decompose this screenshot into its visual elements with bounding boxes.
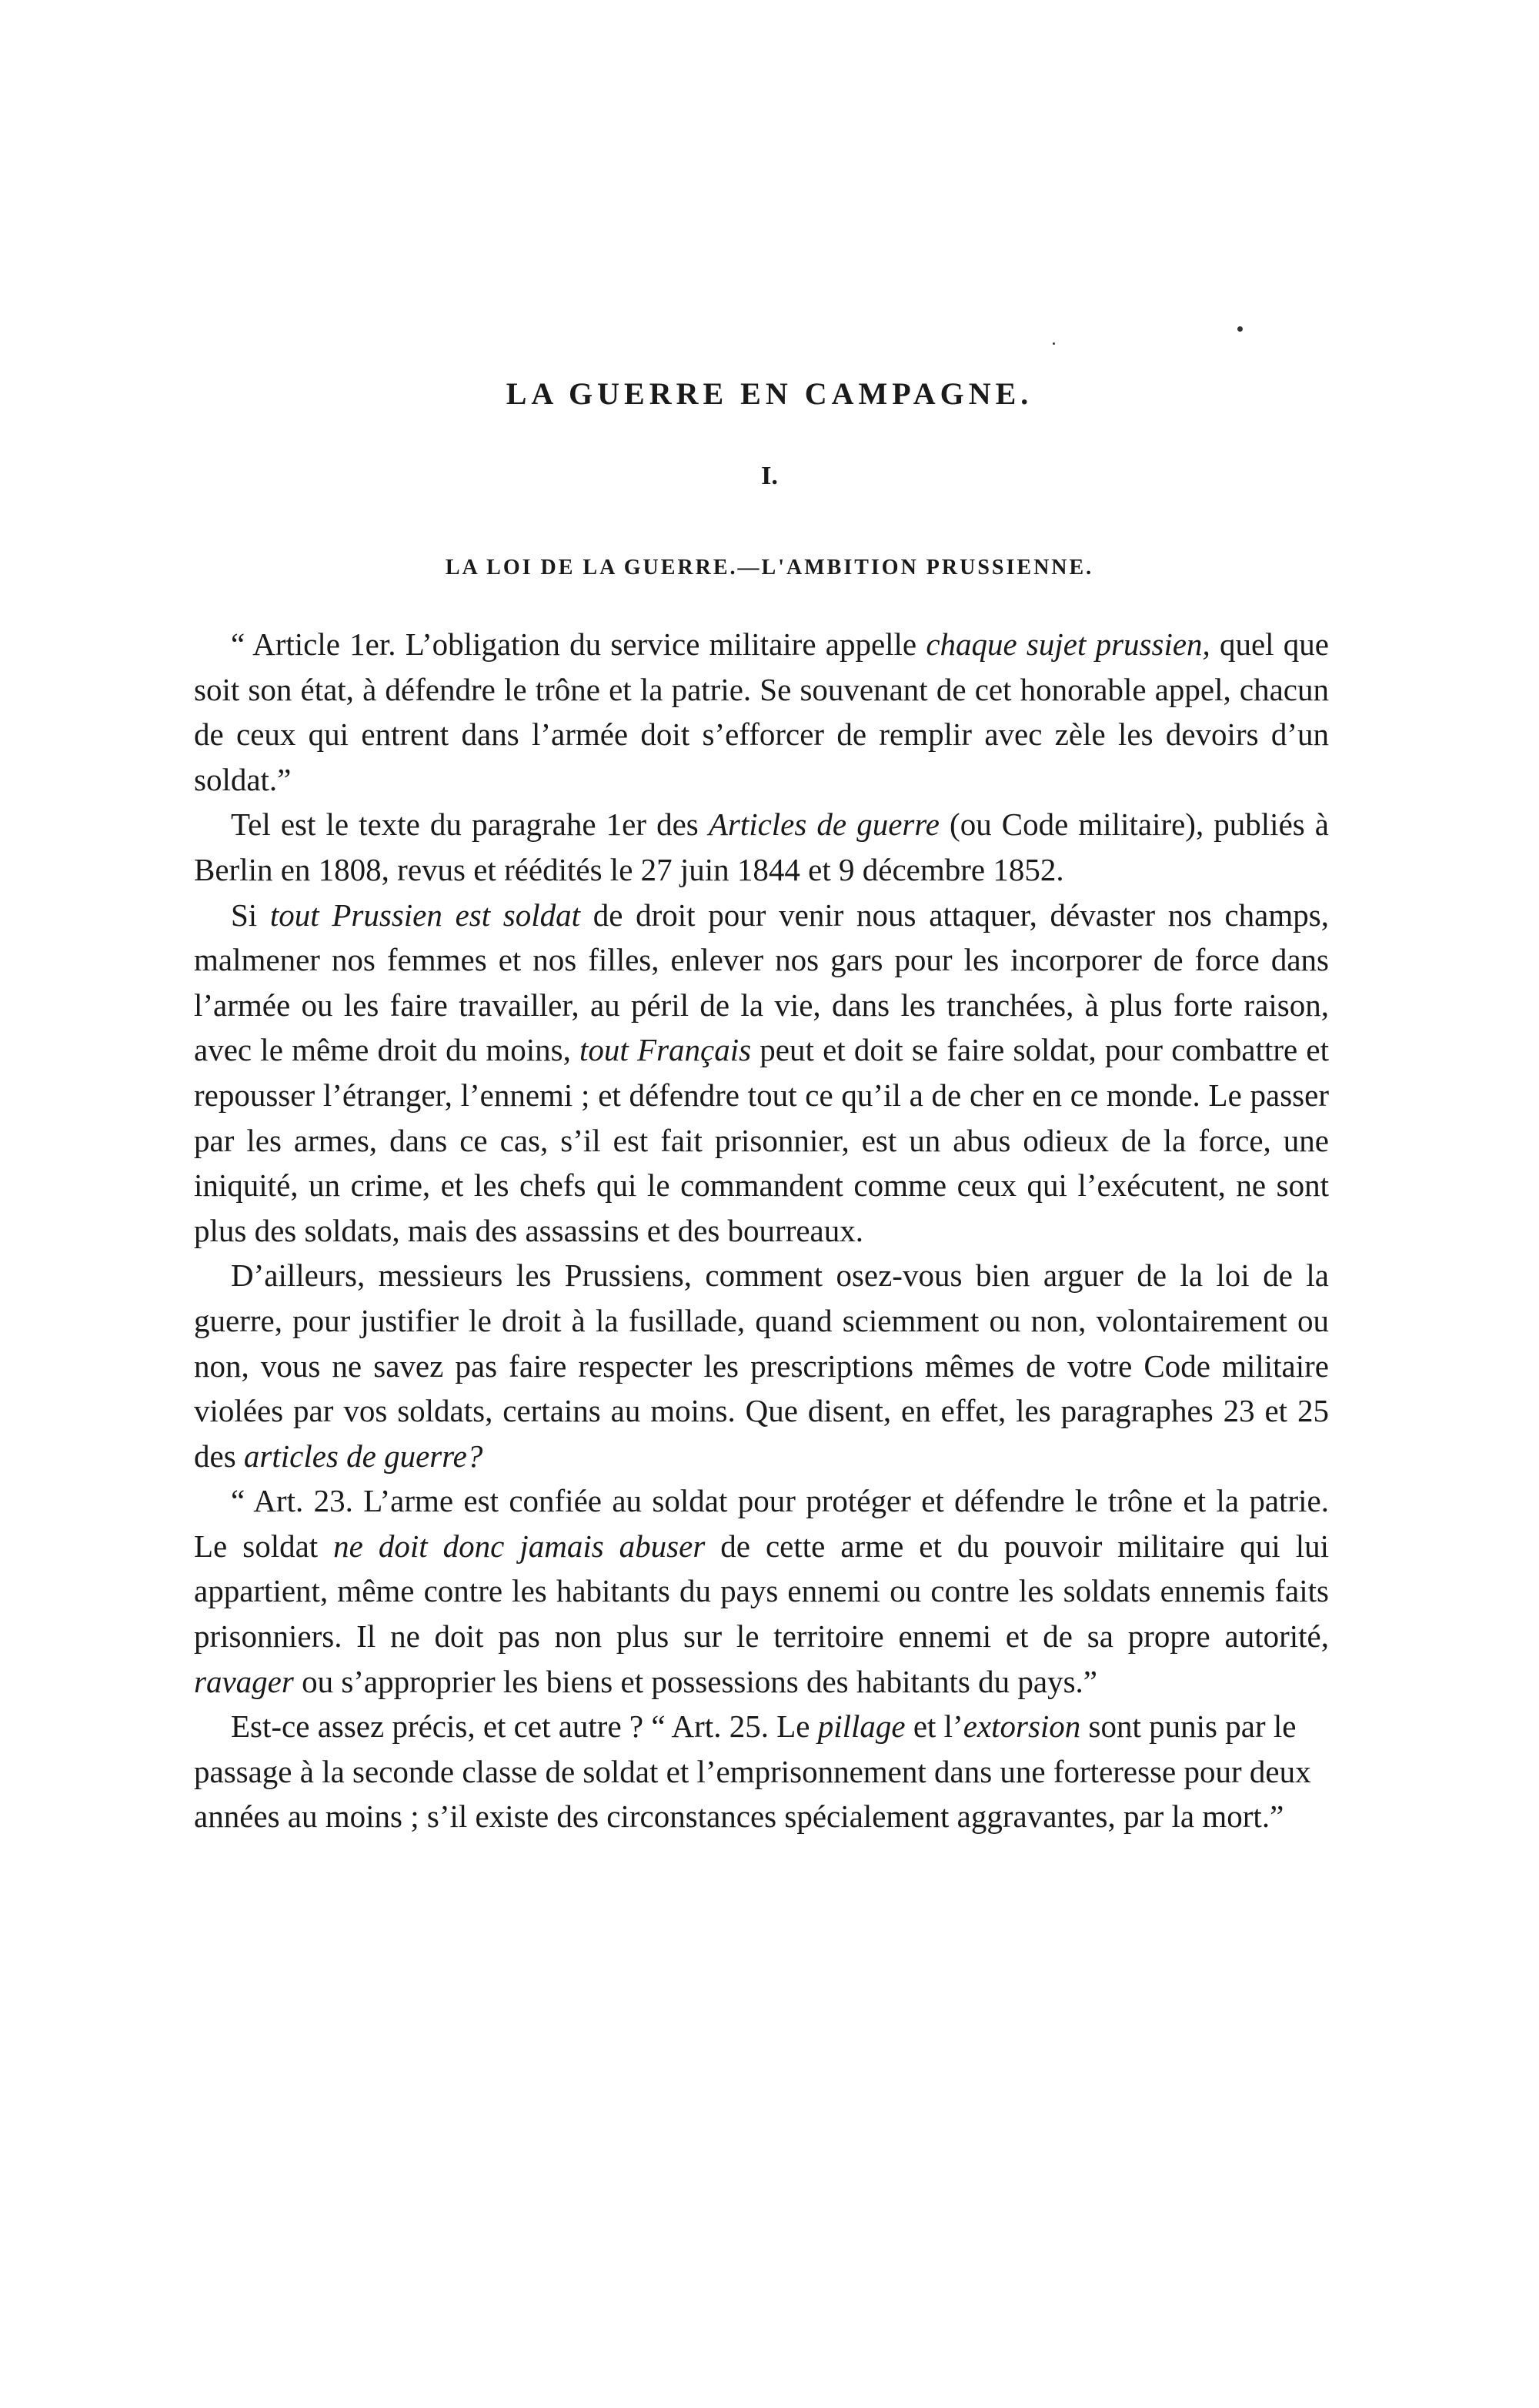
text-run: “ Art. 23. L’arme est confiée au soldat pour protéger et défendre le trône et la patrie. Le soldat: [194, 1483, 1329, 1564]
text-run: Si: [231, 897, 270, 933]
chapter-number: I.: [761, 462, 778, 490]
text-run: Est-ce assez précis, et cet autre ? “ Art. 25. Le: [231, 1708, 818, 1745]
italic-text: extorsion: [963, 1708, 1081, 1745]
italic-text: chaque sujet prussien,: [926, 626, 1210, 662]
text-run: (ou Code militaire), publiés à Berlin en 1808, revus et réédités le 27 juin 1844 et 9 décembre 1852.: [194, 807, 1329, 887]
text-run: quel que soit son état, à défendre le trône et la patrie. Se souvenant de cet honorable appel, chacun de ceux qui entrent dans l’armée doit s’efforcer de remplir avec zèle les devoirs d’un soldat.”: [194, 626, 1329, 797]
paragraph: [194, 1704, 1329, 1839]
paragraph: [194, 622, 1329, 802]
paragraph: [194, 1253, 1329, 1478]
ink-speck: [1237, 326, 1243, 332]
text-run: de cette arme et du pouvoir militaire qui lui appartient, même contre les habitants du pays ennemi ou contre les soldats ennemis faits prisonniers. Il ne doit pas non plus sur le territoire ennemi et de sa propre autorité,: [194, 1528, 1329, 1655]
paragraph: [194, 802, 1329, 892]
text-run: peut et doit se faire soldat, pour combattre et repousser l’étranger, l’ennemi ; et défendre tout ce qu’il a de cher en ce monde. Le passer par les armes, dans ce cas, s’il est fait prisonnier, est un abus odieux de la force, une iniquité, un crime, et les chefs qui le commandent comme ceux qui l’exécutent, ne sont plus des soldats, mais des assassins et des bourreaux.: [194, 1032, 1329, 1248]
italic-text: pillage: [817, 1708, 906, 1745]
text-run: et l’: [905, 1708, 963, 1745]
page-title: LA GUERRE EN CAMPAGNE.: [506, 376, 1033, 411]
text-run: Tel est le texte du paragrahe 1er des: [231, 807, 709, 843]
ink-speck: [1053, 342, 1055, 345]
italic-text: ne doit donc jamais abuser: [333, 1528, 706, 1564]
text-run: sont punis par le passage à la seconde classe de soldat et l’emprisonnement dans une forteresse pour deux années au moins ; s’il existe des circonstances spécialement aggravantes, par la mort.”: [194, 1708, 1311, 1835]
body-text: [194, 622, 1329, 1839]
italic-text: articles de guerre?: [243, 1438, 483, 1474]
italic-text: Articles de guerre: [708, 807, 940, 843]
paragraph: [194, 893, 1329, 1254]
text-run: “ Article 1er. L’obligation du service militaire appelle: [231, 626, 926, 662]
italic-text: tout Français: [579, 1032, 752, 1068]
text-run: de droit pour venir nous attaquer, dévaster nos champs, malmener nos femmes et nos filles, enlever nos gars pour les incorporer de force dans l’armée ou les faire travailler, au péril de la vie, dans les tranchées, à plus forte raison, avec le même droit du moins,: [194, 897, 1329, 1068]
italic-text: tout Prussien est soldat: [269, 897, 581, 933]
section-heading: LA LOI DE LA GUERRE.—L'AMBITION PRUSSIENNE.: [445, 556, 1094, 579]
text-run: ou s’approprier les biens et possessions des habitants du pays.”: [293, 1663, 1097, 1699]
italic-text: ravager: [194, 1663, 294, 1699]
text-run: D’ailleurs, messieurs les Prussiens, comment osez-vous bien arguer de la loi de la guerre, pour justifier le droit à la fusillade, quand sciemment ou non, volontairement ou non, vous ne savez pas faire respecter les prescriptions mêmes de votre Code militaire violées par vos soldats, certains au moins. Que disent, en effet, les paragraphes 23 et 25 des: [194, 1257, 1329, 1474]
paragraph: [194, 1478, 1329, 1704]
